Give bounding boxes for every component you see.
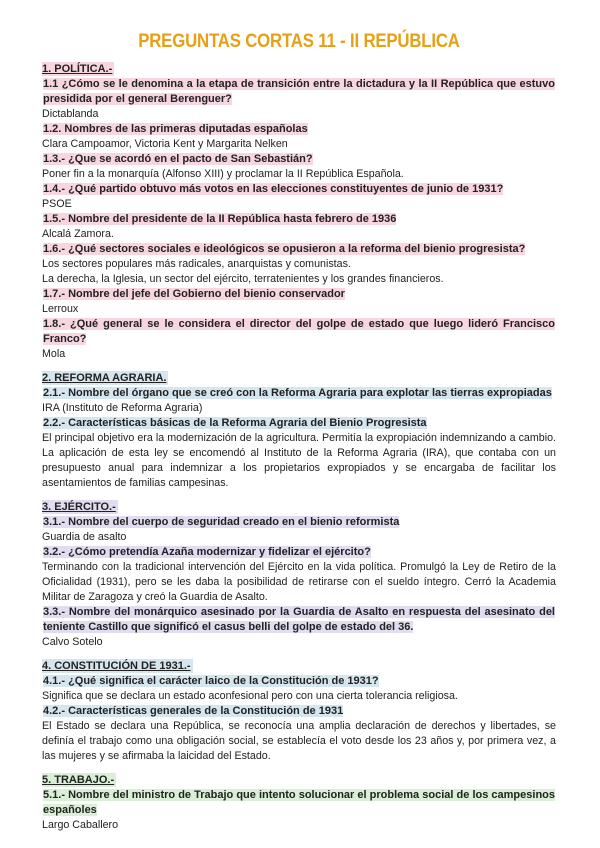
question: 1.5.- Nombre del presidente de la II República hasta febrero de 1936 xyxy=(43,213,397,225)
question: 4.2.- Características generales de la Constitución de 1931 xyxy=(43,705,344,717)
answer: IRA (Instituto de Reforma Agraria) xyxy=(42,402,203,414)
question: 1.2. Nombres de las primeras diputadas españolas xyxy=(43,123,308,135)
section-reforma-agraria xyxy=(42,368,556,491)
question: 1.1 ¿Cómo se le denomina a la etapa de transición entre la dictadura y la II República que estuvo presidida por el general Berenguer? xyxy=(43,78,555,105)
answer: Alcalá Zamora. xyxy=(42,228,114,240)
answer: Terminando con la tradicional intervención del Ejército en la vida política. Promulgó la Ley de Retiro de la Oficialidad (1931), pero se les daba la posibilidad de retirarse con el sueldo íntegro. Cerró la Academia Militar de Zaragoza y creó la Guardia de Asalto. xyxy=(42,561,556,603)
section-heading: 1. POLÍTICA.- xyxy=(42,63,113,75)
question: 2.2.- Características básicas de la Reforma Agraria del Bienio Progresista xyxy=(43,417,427,429)
answer: El principal objetivo era la modernización de la agricultura. Permitía la expropiación indemnizando a cambio. La aplicación de esta ley se encomendó al Instituto de la Reforma Agraria (IRA), que contaba con un presupuesto anual para indemnizar a los propietarios expropiados y se encargaba de facilitar los asentamientos de familias campesinas. xyxy=(42,432,556,489)
question: 1.8.- ¿Qué general se le considera el director del golpe de estado que luego lideró Francisco Franco? xyxy=(43,318,555,345)
answer: Mola xyxy=(42,348,66,360)
answer: La derecha, la Iglesia, un sector del ejército, terratenientes y los grandes financieros. xyxy=(42,273,444,285)
section-ejercito xyxy=(42,497,556,650)
question: 1.4.- ¿Qué partido obtuvo más votos en las elecciones constituyentes de junio de 1931? xyxy=(43,183,504,195)
answer: Poner fin a la monarquía (Alfonso XIII) y proclamar la II República Española. xyxy=(42,168,404,180)
section-politica xyxy=(42,59,556,362)
section-heading: 3. EJÉRCITO.- xyxy=(42,501,116,513)
question: 2.1.- Nombre del órgano que se creó con la Reforma Agraria para explotar las tierras expropiadas xyxy=(43,387,552,399)
answer: Los sectores populares más radicales, anarquistas y comunistas. xyxy=(42,258,351,270)
question: 1.6.- ¿Qué sectores sociales e ideológicos se opusieron a la reforma del bienio progresista? xyxy=(43,243,526,255)
answer: Lerroux xyxy=(42,303,79,315)
answer: Calvo Sotelo xyxy=(42,636,103,648)
question: 3.2.- ¿Cómo pretendía Azaña modernizar y fidelizar el ejército? xyxy=(43,546,371,558)
section-heading: 4. CONSTITUCIÓN DE 1931.- xyxy=(42,660,191,672)
answer: Largo Caballero xyxy=(42,819,119,831)
question: 1.7.- Nombre del jefe del Gobierno del bienio conservador xyxy=(43,288,345,300)
question: 4.1.- ¿Qué significa el carácter laico de la Constitución de 1931? xyxy=(43,675,379,687)
answer: PSOE xyxy=(42,198,72,210)
section-heading: 2. REFORMA AGRARIA. xyxy=(42,372,167,384)
answer: El Estado se declara una República, se reconocía una amplia declaración de derechos y libertades, se definía el trabajo como una obligación social, se establecía el voto desde los 23 años y, por primera vez, a las mujeres y se afirmaba la laicidad del Estado. xyxy=(42,720,556,762)
section-constitucion xyxy=(42,656,556,764)
answer: Significa que se declara un estado aconfesional pero con una cierta tolerancia religiosa. xyxy=(42,690,458,702)
section-trabajo xyxy=(42,770,556,833)
answer: Dictablanda xyxy=(42,108,99,120)
section-heading: 5. TRABAJO.- xyxy=(42,774,115,786)
answer: Guardia de asalto xyxy=(42,531,127,543)
question: 3.3.- Nombre del monárquico asesinado por la Guardia de Asalto en respuesta del asesinato del teniente Castillo que significó el casus belli del golpe de estado del 36. xyxy=(43,606,555,633)
question: 3.1.- Nombre del cuerpo de seguridad creado en el bienio reformista xyxy=(43,516,400,528)
answer: Clara Campoamor, Victoria Kent y Margarita Nelken xyxy=(42,138,288,150)
question: 1.3.- ¿Que se acordó en el pacto de San Sebastián? xyxy=(43,153,313,165)
page-title: PREGUNTAS CORTAS 11 - II REPÚBLICA xyxy=(138,30,460,52)
question: 5.1.- Nombre del ministro de Trabajo que intento solucionar el problema social de los campesinos españoles xyxy=(43,789,555,816)
